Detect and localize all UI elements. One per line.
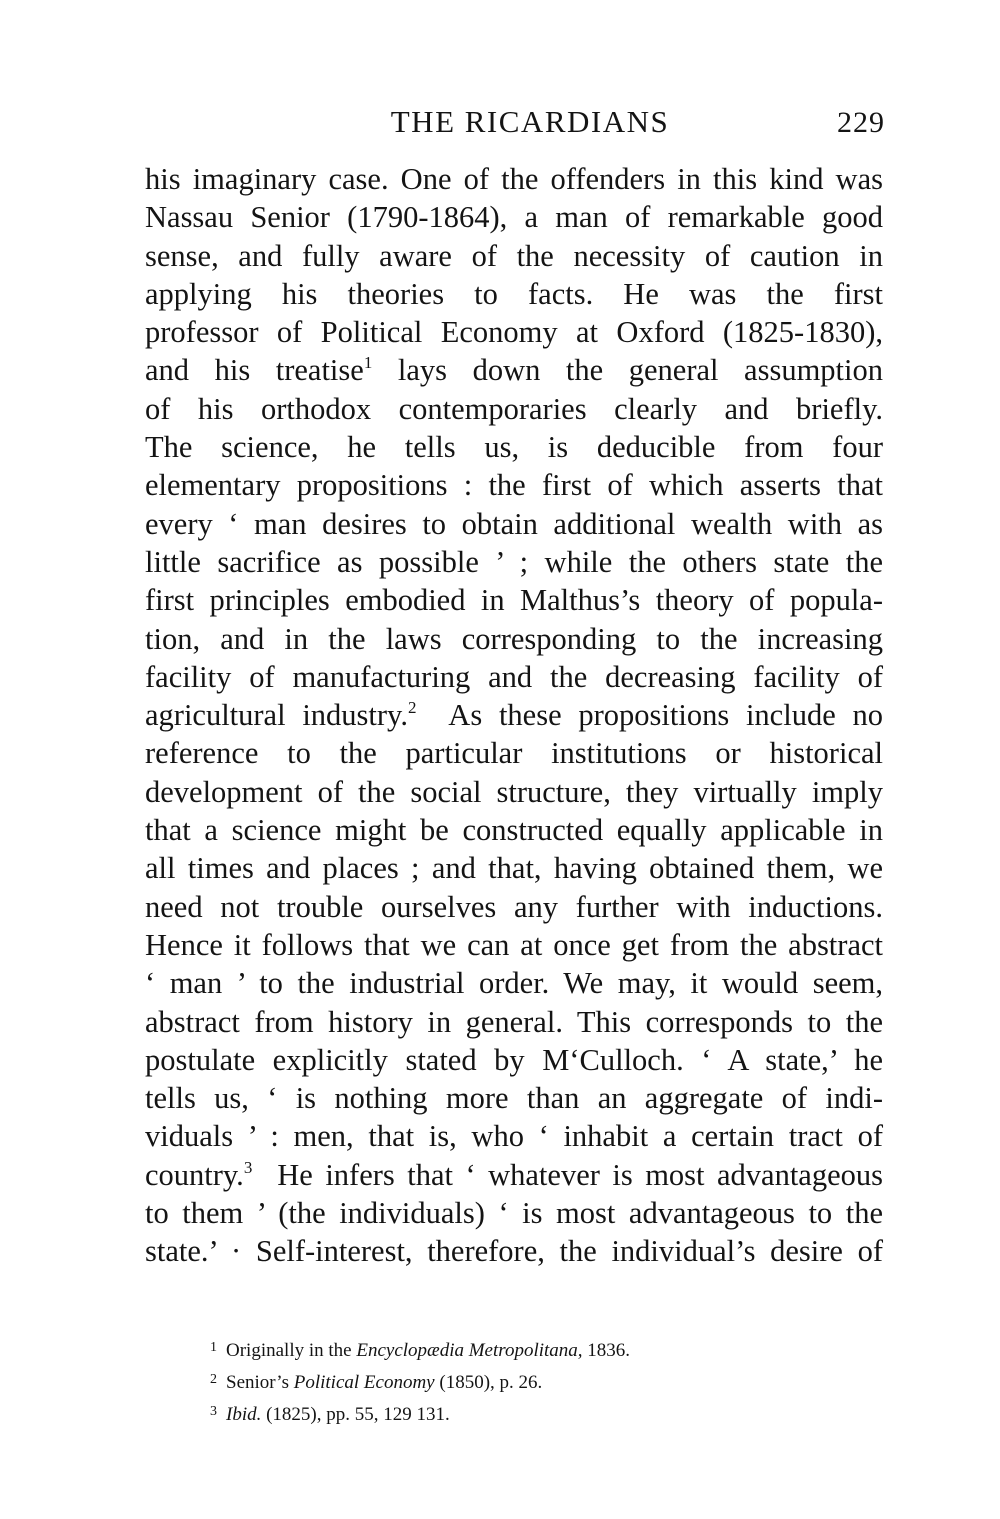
text-line: abstract from history in general. This corresponds to the [145, 1004, 883, 1039]
footnote-2: 2 Senior’s Political Economy (1850), p. 26. [210, 1372, 543, 1393]
text-line: to them ’ (the individuals) ‘ is most advantageous to the [145, 1196, 883, 1231]
text-line: his imaginary case. One of the offenders in this kind was [145, 162, 883, 196]
page-header [145, 100, 885, 144]
text-line: country.$^3$ He infers that ‘ whatever is most advantageous [145, 1157, 883, 1192]
text-line: and his treatise$^1$ lays down the general assumption [145, 353, 883, 388]
text-line: every ‘ man desires to obtain additional wealth with as [145, 506, 883, 541]
footnote-1: 1 Originally in the Encyclopædia Metropolitana, 1836. [210, 1340, 631, 1361]
text-line: facility of manufacturing and the decreasing facility of [145, 659, 883, 694]
text-line: first principles embodied in Malthus’s theory of popula- [145, 583, 883, 618]
text-line: little sacrifice as possible ’ ; while the others state the [145, 544, 883, 579]
text-line: all times and places ; and that, having obtained them, we [145, 851, 883, 886]
text-line: Nassau Senior (1790-1864), a man of remarkable good [145, 200, 883, 235]
footnote-3: 3 Ibid. (1825), pp. 55, 129 131. [210, 1404, 450, 1425]
text-line: agricultural industry.$^2$ As these propositions include no [145, 698, 883, 733]
text-line: professor of Political Economy at Oxford (1825-1830), [145, 315, 883, 350]
text-line: tells us, ‘ is nothing more than an aggregate of indi- [145, 1081, 883, 1116]
text-line: postulate explicitly stated by M‘Culloch. ‘ A state,’ he [145, 1042, 883, 1077]
text-line: development of the social structure, they virtually imply [145, 774, 883, 809]
text-line: Hence it follows that we can at once get from the abstract [145, 927, 883, 962]
footnote-ref: 2 [407, 698, 417, 718]
text-line: reference to the particular institutions or historical [145, 736, 883, 771]
footnotes [210, 1333, 810, 1429]
text-line: sense, and fully aware of the necessity of caution in [145, 238, 883, 273]
text-line: need not trouble ourselves any further with inductions. [145, 889, 883, 924]
text-line: The science, he tells us, is deducible from four [145, 430, 883, 465]
text-line: ‘ man ’ to the industrial order. We may, it would seem, [145, 966, 883, 1001]
text-line: tion, and in the laws corresponding to the increasing [145, 621, 883, 656]
text-line: applying his theories to facts. He was the first [145, 276, 883, 311]
running-title: THE RICARDIANS [390, 104, 670, 139]
text-line: elementary propositions : the first of which asserts that [145, 468, 883, 503]
footnote-ref: 1 [363, 353, 373, 373]
text-line: that a science might be constructed equally applicable in [145, 813, 883, 848]
body-text [145, 160, 883, 1271]
text-line: viduals ’ : men, that is, who ‘ inhabit a certain tract of [145, 1119, 883, 1154]
text-line: state.’ · Self-interest, therefore, the individual’s desire of [145, 1234, 883, 1269]
page-number: 229 [837, 106, 885, 139]
text-line: of his orthodox contemporaries clearly and briefly. [145, 391, 883, 426]
footnote-ref: 3 [243, 1157, 253, 1177]
